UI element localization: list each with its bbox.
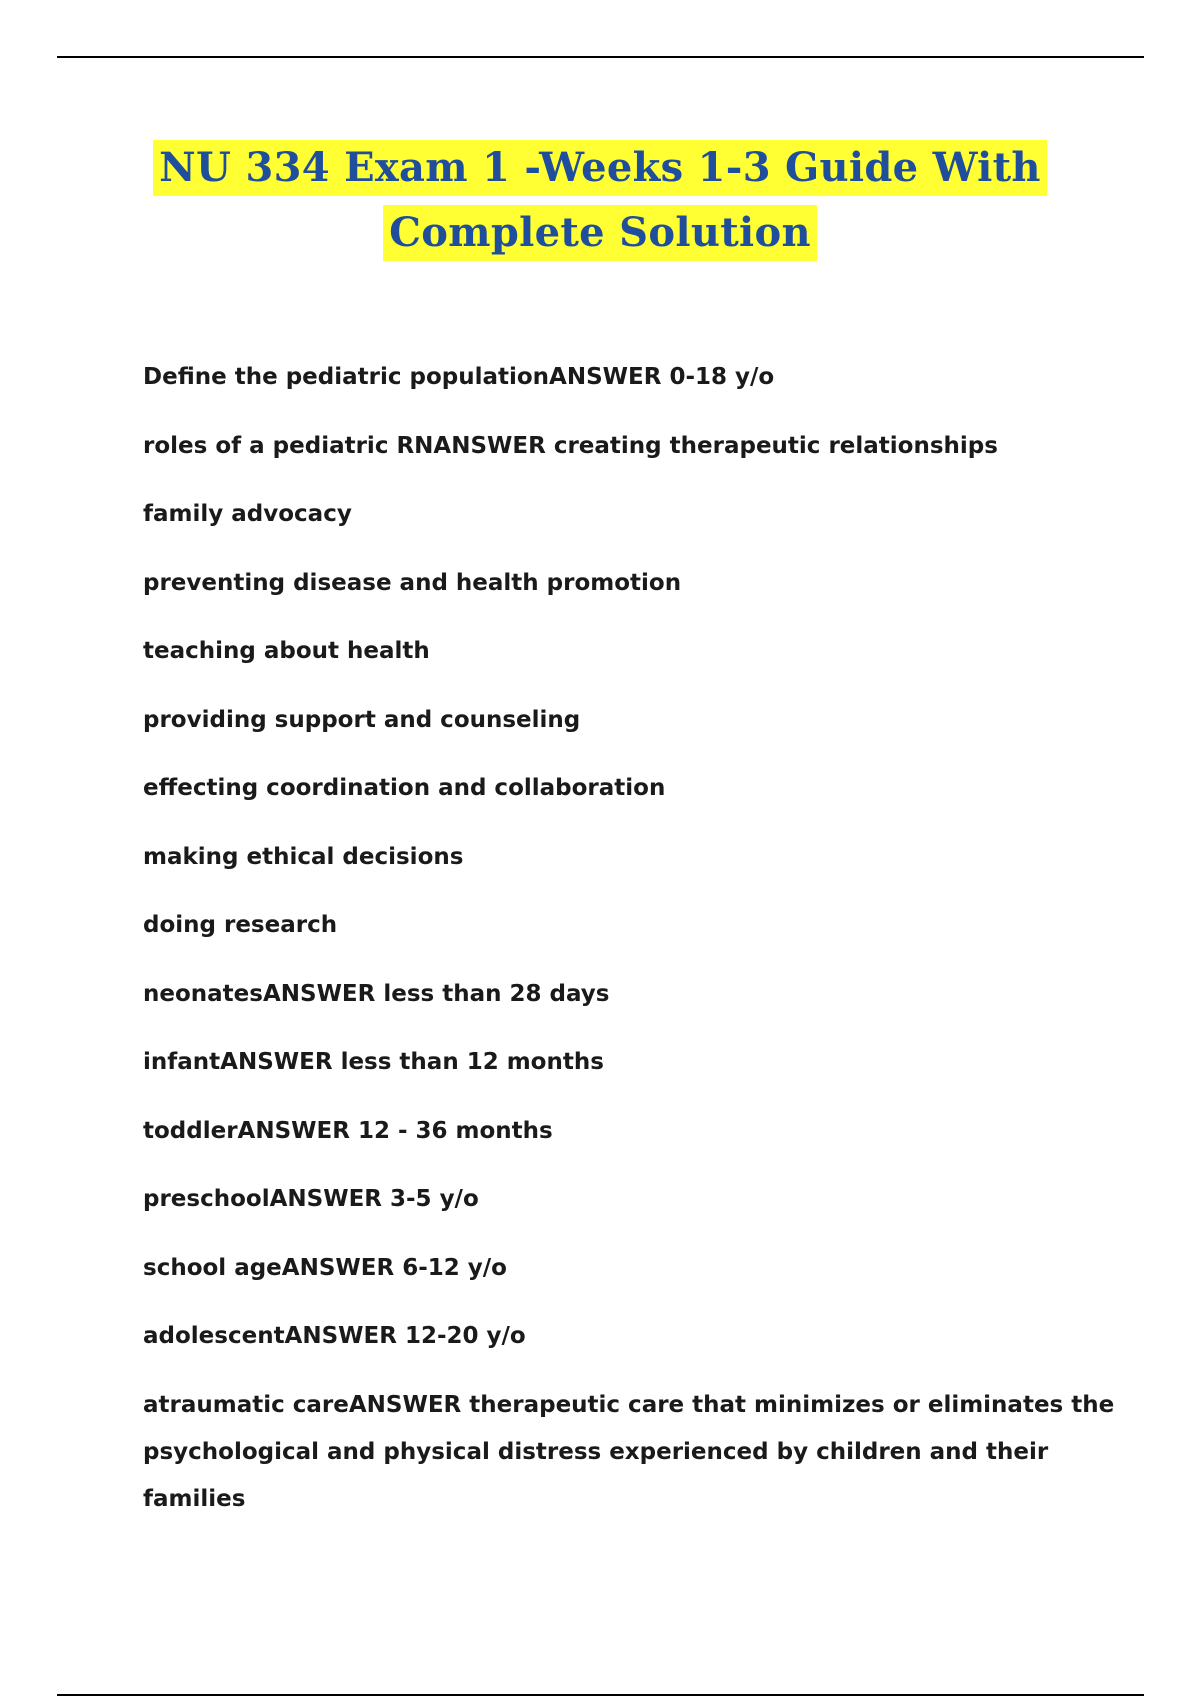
bottom-rule [57,1694,1144,1696]
qa-entry: preventing disease and health promotion [143,569,682,596]
document-title [0,140,1200,270]
qa-entry: providing support and counseling [143,706,581,733]
qa-entry: adolescentANSWER 12-20 y/o [143,1323,526,1349]
qa-entry: Define the pediatric populationANSWER 0-18 y/o [143,364,775,390]
qa-entry: doing research [143,912,338,938]
title-line-1: NU 334 Exam 1 -Weeks 1-3 Guide With [153,140,1047,196]
title-line-2: Complete Solution [383,205,817,261]
qa-entry: teaching about health [143,638,430,664]
qa-entry: making ethical decisions [143,843,464,870]
qa-entry: effecting coordination and collaboration [143,775,666,801]
qa-entry: preschoolANSWER 3-5 y/o [143,1186,479,1212]
qa-entry: infantANSWER less than 12 months [143,1049,604,1075]
qa-list [143,360,1143,1557]
qa-entry: atraumatic careANSWER therapeutic care that minimizes or eliminates the psychological and physical distress experienced by children and their families [143,1391,1115,1512]
qa-entry: family advocacy [143,501,352,527]
top-rule [57,56,1144,58]
qa-entry: school ageANSWER 6-12 y/o [143,1254,507,1281]
qa-entry: toddlerANSWER 12 - 36 months [143,1117,553,1144]
qa-entry: roles of a pediatric RNANSWER creating therapeutic relationships [143,432,998,459]
qa-entry: neonatesANSWER less than 28 days [143,980,610,1007]
